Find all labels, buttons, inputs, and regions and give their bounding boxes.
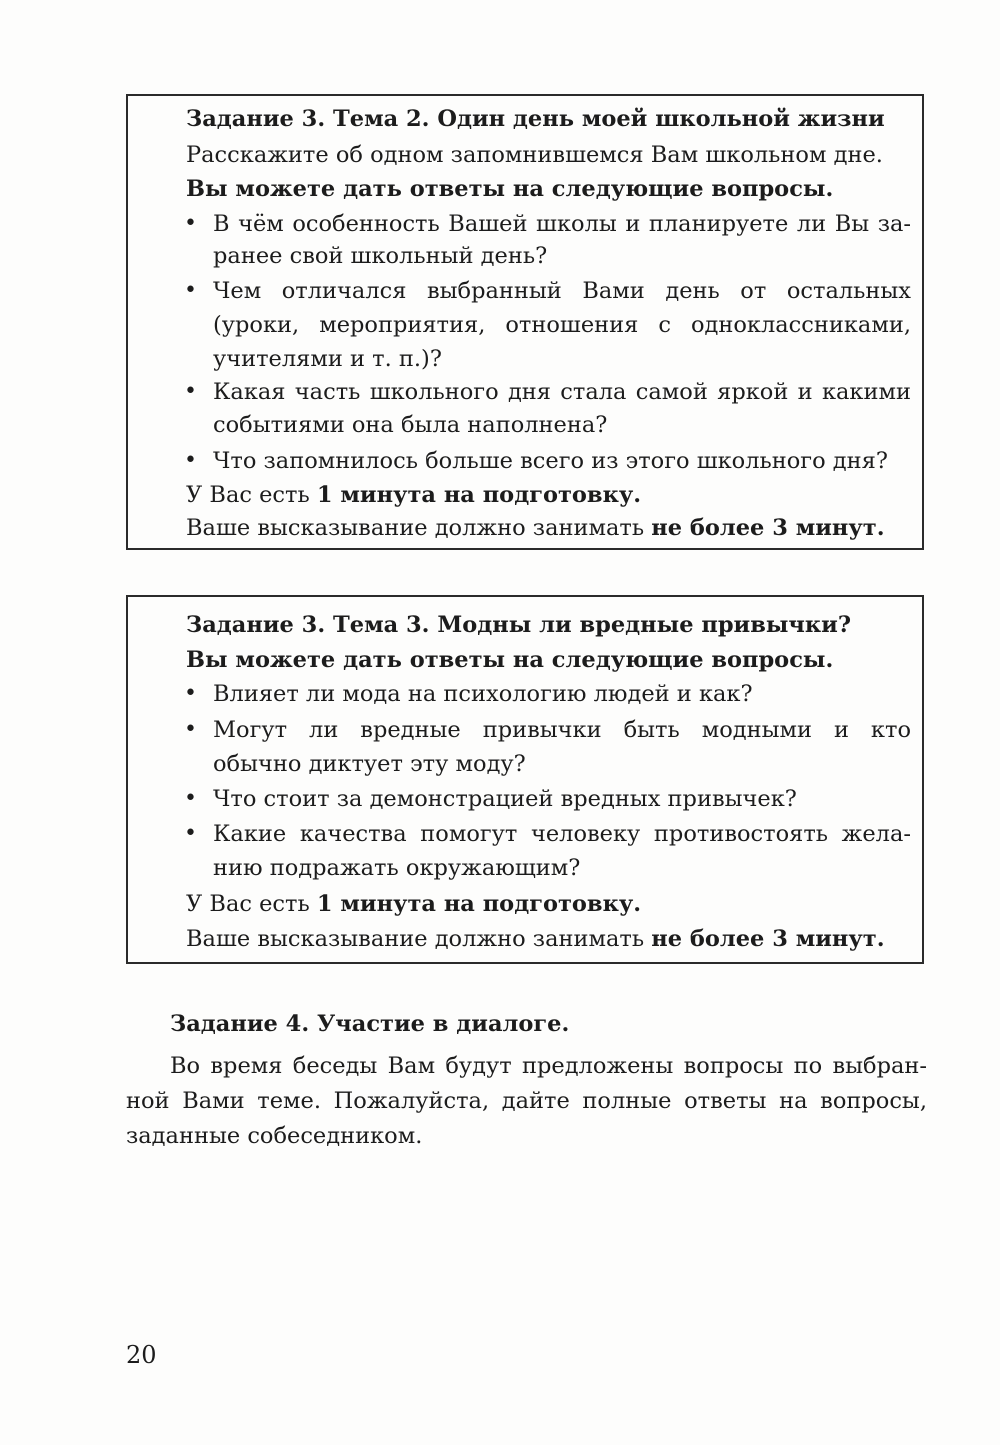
- task3-topic3-q2-line2: обычно диктует эту моду?: [213, 751, 526, 777]
- task4-text-line2: ной Вами теме. Пожалуйста, дайте полные ответы на вопросы,: [126, 1088, 927, 1114]
- task3-topic2-title: Задание 3. Тема 2. Один день моей школьной жизни: [186, 106, 885, 132]
- prep-prefix: У Вас есть: [186, 891, 317, 917]
- task4-title: Задание 4. Участие в диалоге.: [170, 1011, 570, 1037]
- task3-topic2-q2-line2: (уроки, мероприятия, отношения с одноклассниками,: [213, 312, 911, 338]
- page-number: 20: [126, 1341, 157, 1369]
- task3-topic2-q3-line1: Какая часть школьного дня стала самой яркой и какими: [213, 379, 911, 405]
- task3-topic2-q3-line2: событиями она была наполнена?: [213, 412, 608, 438]
- task3-topic2-q1-line1: В чём особенность Вашей школы и планируете ли Вы за-: [213, 211, 911, 237]
- task3-topic3-q1-line1: Влияет ли мода на психологию людей и как?: [213, 681, 753, 707]
- bullet: •: [184, 821, 197, 846]
- bullet: •: [184, 717, 197, 742]
- prep-bold: 1 минута на подготовку.: [316, 891, 642, 917]
- task3-topic2-questions-heading: Вы можете дать ответы на следующие вопросы.: [186, 176, 834, 202]
- task4-text-line3: заданные собеседником.: [126, 1123, 423, 1149]
- task3-topic3-duration-line: [186, 924, 885, 954]
- task3-topic3-questions-heading: Вы можете дать ответы на следующие вопросы.: [186, 647, 834, 673]
- task3-topic2-q1-line2: ранее свой школьный день?: [213, 243, 548, 269]
- bullet: •: [184, 211, 197, 236]
- task3-topic3-q4-line2: нию подражать окружающим?: [213, 855, 581, 881]
- task3-topic3-prep-line: [186, 889, 641, 919]
- task3-topic2-q4-line1: Что запомнилось больше всего из этого школьного дня?: [213, 448, 888, 474]
- prep-bold: 1 минута на подготовку.: [316, 482, 642, 508]
- prep-prefix: У Вас есть: [186, 482, 317, 508]
- duration-bold: не более 3 минут.: [651, 926, 885, 952]
- task3-topic2-duration-line: [186, 513, 885, 543]
- bullet: •: [184, 681, 197, 706]
- bullet: •: [184, 786, 197, 811]
- task3-topic2-q2-line3: учителями и т. п.)?: [213, 346, 442, 372]
- duration-prefix: Ваше высказывание должно занимать: [186, 515, 652, 541]
- bullet: •: [184, 278, 197, 303]
- task3-topic2-q2-line1: Чем отличался выбранный Вами день от остальных: [213, 278, 911, 304]
- bullet: •: [184, 448, 197, 473]
- task3-topic3-q3-line1: Что стоит за демонстрацией вредных привычек?: [213, 786, 797, 812]
- task3-topic2-prep-line: [186, 480, 641, 510]
- task3-topic3-title: Задание 3. Тема 3. Модны ли вредные привычки?: [186, 612, 852, 638]
- bullet: •: [184, 379, 197, 404]
- duration-prefix: Ваше высказывание должно занимать: [186, 926, 652, 952]
- task3-topic3-q2-line1: Могут ли вредные привычки быть модными и кто: [213, 717, 911, 743]
- duration-bold: не более 3 минут.: [651, 515, 885, 541]
- task3-topic3-q4-line1: Какие качества помогут человеку противостоять жела-: [213, 821, 911, 847]
- task4-text-line1: Во время беседы Вам будут предложены вопросы по выбран-: [170, 1053, 927, 1079]
- task3-topic2-intro: Расскажите об одном запомнившемся Вам школьном дне.: [186, 142, 883, 168]
